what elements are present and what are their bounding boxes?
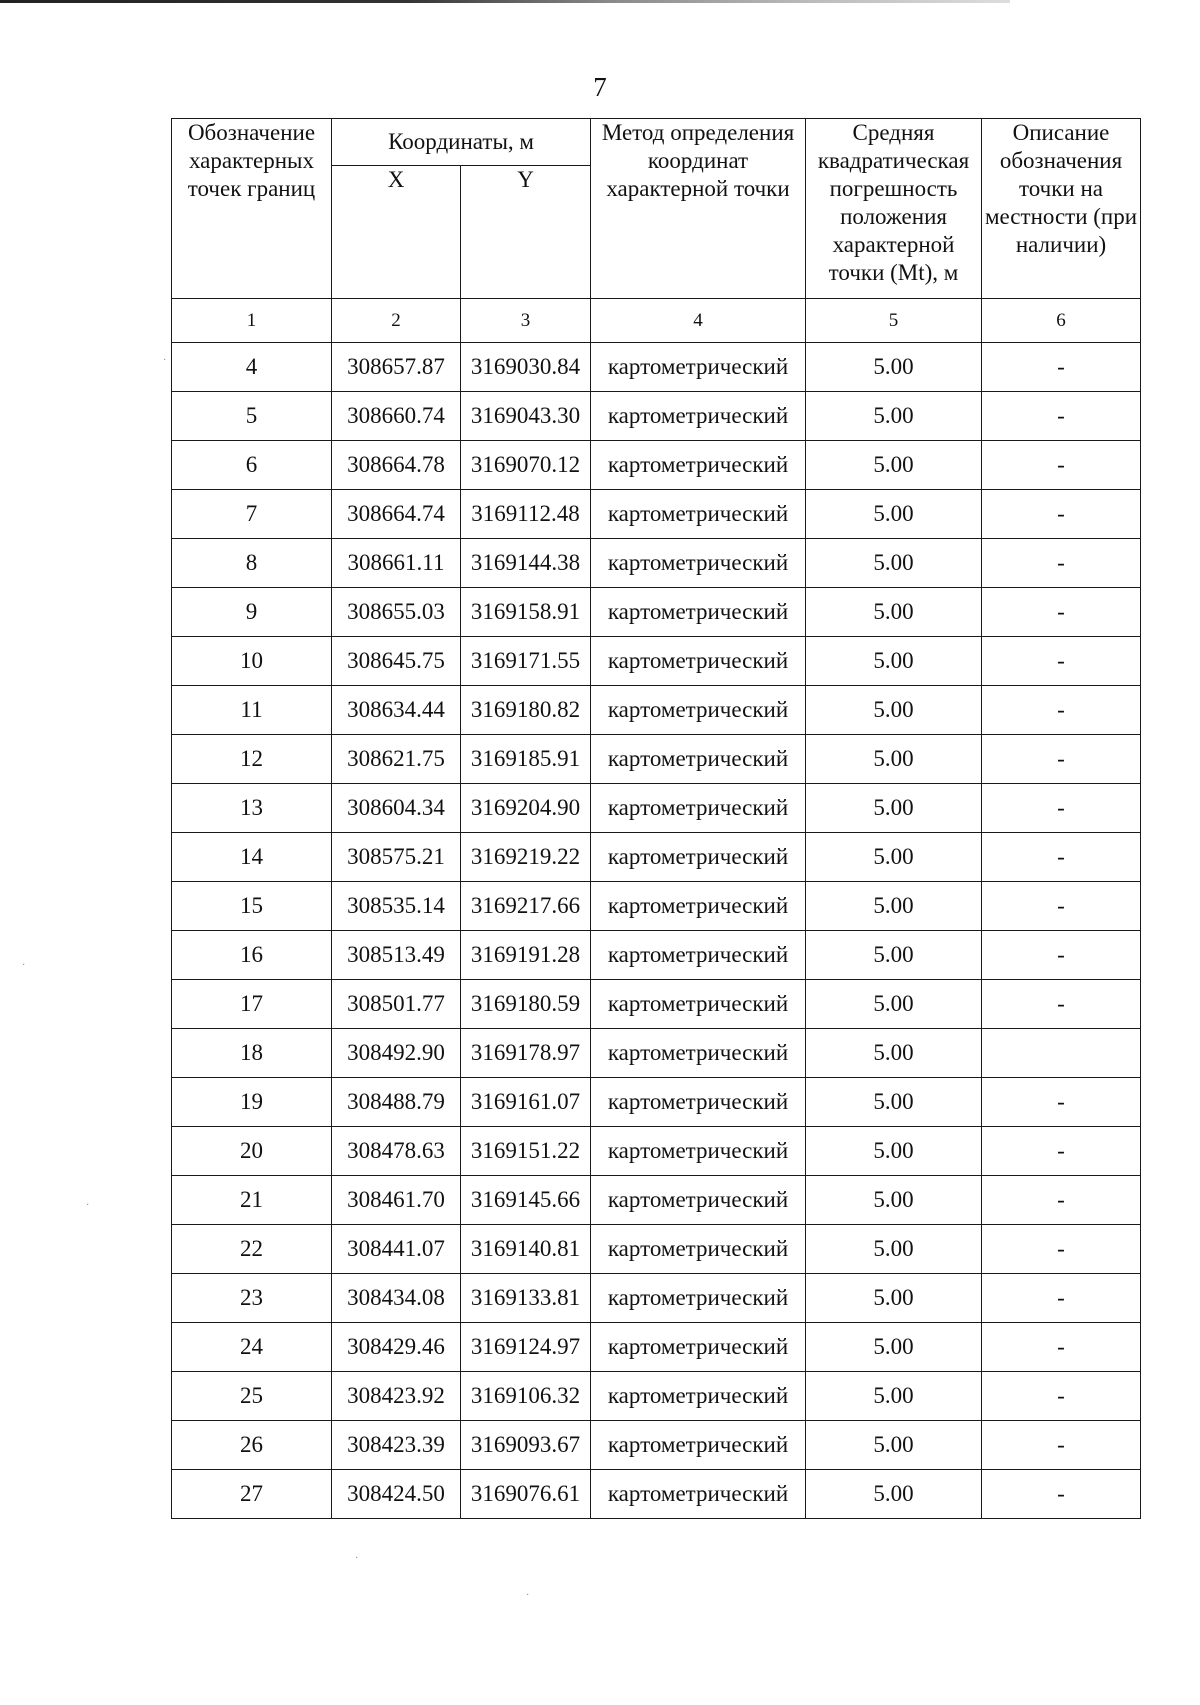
table-row [172,1274,1141,1323]
cell-method: картометрический [591,1372,806,1421]
cell-desc: - [982,1372,1141,1421]
cell-x: 308645.75 [332,637,461,686]
cell-point: 8 [172,539,332,588]
table-row [172,686,1141,735]
cell-desc: - [982,1127,1141,1176]
cell-method: картометрический [591,539,806,588]
cell-x: 308621.75 [332,735,461,784]
cell-point: 11 [172,686,332,735]
header-x: X [332,166,461,299]
cell-desc: - [982,882,1141,931]
cell-method: картометрический [591,637,806,686]
table-row [172,735,1141,784]
cell-method: картометрический [591,784,806,833]
cell-x: 308604.34 [332,784,461,833]
cell-mt: 5.00 [806,1127,982,1176]
cell-mt: 5.00 [806,490,982,539]
cell-method: картометрический [591,1078,806,1127]
table-row [172,588,1141,637]
coordinates-table [171,118,1141,1519]
header-description: Описание обозначения точки на местности (при наличии) [982,119,1141,299]
cell-y: 3169185.91 [461,735,591,784]
cell-mt: 5.00 [806,833,982,882]
header-coordinates: Координаты, м [332,119,591,166]
column-number: 3 [461,299,591,343]
cell-y: 3169191.28 [461,931,591,980]
cell-method: картометрический [591,1029,806,1078]
cell-y: 3169124.97 [461,1323,591,1372]
cell-desc: - [982,637,1141,686]
cell-desc: - [982,980,1141,1029]
cell-method: картометрический [591,833,806,882]
cell-mt: 5.00 [806,1372,982,1421]
cell-point: 27 [172,1470,332,1519]
cell-x: 308664.74 [332,490,461,539]
cell-x: 308501.77 [332,980,461,1029]
cell-x: 308429.46 [332,1323,461,1372]
cell-mt: 5.00 [806,441,982,490]
cell-desc: - [982,784,1141,833]
cell-x: 308441.07 [332,1225,461,1274]
column-number: 2 [332,299,461,343]
cell-mt: 5.00 [806,1470,982,1519]
cell-point: 15 [172,882,332,931]
table-row [172,882,1141,931]
cell-method: картометрический [591,686,806,735]
cell-point: 25 [172,1372,332,1421]
cell-x: 308423.39 [332,1421,461,1470]
cell-mt: 5.00 [806,1029,982,1078]
table-row [172,539,1141,588]
cell-desc: - [982,588,1141,637]
cell-x: 308664.78 [332,441,461,490]
cell-y: 3169204.90 [461,784,591,833]
column-number: 6 [982,299,1141,343]
table-row [172,343,1141,392]
table-row [172,1372,1141,1421]
table-row [172,1225,1141,1274]
cell-x: 308655.03 [332,588,461,637]
cell-x: 308478.63 [332,1127,461,1176]
cell-y: 3169161.07 [461,1078,591,1127]
cell-method: картометрический [591,490,806,539]
cell-mt: 5.00 [806,882,982,931]
cell-y: 3169070.12 [461,441,591,490]
table-body [172,343,1141,1519]
scan-speck: · [355,1553,359,1564]
cell-desc: - [982,1421,1141,1470]
cell-point: 12 [172,735,332,784]
table-row [172,784,1141,833]
cell-y: 3169076.61 [461,1470,591,1519]
cell-method: картометрический [591,343,806,392]
table-row [172,441,1141,490]
scan-speck: · [163,355,167,366]
cell-method: картометрический [591,931,806,980]
cell-mt: 5.00 [806,1078,982,1127]
cell-desc: - [982,931,1141,980]
cell-y: 3169093.67 [461,1421,591,1470]
table-row [172,1323,1141,1372]
cell-desc: - [982,490,1141,539]
cell-mt: 5.00 [806,392,982,441]
cell-mt: 5.00 [806,637,982,686]
page-number: 7 [593,72,607,102]
cell-y: 3169180.82 [461,686,591,735]
table-row [172,392,1141,441]
cell-x: 308434.08 [332,1274,461,1323]
cell-desc: - [982,735,1141,784]
cell-mt: 5.00 [806,735,982,784]
cell-y: 3169030.84 [461,343,591,392]
cell-desc: - [982,1470,1141,1519]
cell-mt: 5.00 [806,539,982,588]
table-row [172,1029,1141,1078]
scan-speck: · [86,1200,90,1211]
table-row [172,1176,1141,1225]
cell-mt: 5.00 [806,1176,982,1225]
cell-point: 20 [172,1127,332,1176]
cell-desc: - [982,686,1141,735]
cell-method: картометрический [591,588,806,637]
table-row [172,931,1141,980]
cell-mt: 5.00 [806,1421,982,1470]
cell-point: 7 [172,490,332,539]
cell-y: 3169144.38 [461,539,591,588]
cell-mt: 5.00 [806,588,982,637]
cell-point: 9 [172,588,332,637]
cell-y: 3169171.55 [461,637,591,686]
table-row [172,980,1141,1029]
cell-desc: - [982,343,1141,392]
cell-y: 3169133.81 [461,1274,591,1323]
cell-x: 308424.50 [332,1470,461,1519]
header-method: Метод определения координат характерной точки [591,119,806,299]
column-number: 4 [591,299,806,343]
cell-mt: 5.00 [806,1274,982,1323]
column-number: 1 [172,299,332,343]
cell-method: картометрический [591,1323,806,1372]
cell-desc [982,1029,1141,1078]
cell-desc: - [982,1225,1141,1274]
cell-point: 10 [172,637,332,686]
column-numbers-row [172,299,1141,343]
table-row [172,1127,1141,1176]
cell-x: 308660.74 [332,392,461,441]
cell-mt: 5.00 [806,980,982,1029]
cell-y: 3169043.30 [461,392,591,441]
cell-x: 308488.79 [332,1078,461,1127]
column-number: 5 [806,299,982,343]
cell-x: 308535.14 [332,882,461,931]
table-row [172,1421,1141,1470]
table-row [172,637,1141,686]
cell-mt: 5.00 [806,1323,982,1372]
cell-mt: 5.00 [806,686,982,735]
cell-desc: - [982,539,1141,588]
cell-method: картометрический [591,1470,806,1519]
cell-mt: 5.00 [806,1225,982,1274]
cell-y: 3169145.66 [461,1176,591,1225]
cell-point: 19 [172,1078,332,1127]
cell-point: 16 [172,931,332,980]
table-row [172,490,1141,539]
table-row [172,1470,1141,1519]
header-point-designation: Обозначение характерных точек границ [172,119,332,299]
cell-point: 18 [172,1029,332,1078]
cell-x: 308661.11 [332,539,461,588]
scan-edge-line [0,0,1010,3]
cell-point: 17 [172,980,332,1029]
cell-point: 24 [172,1323,332,1372]
cell-y: 3169106.32 [461,1372,591,1421]
cell-point: 23 [172,1274,332,1323]
cell-x: 308461.70 [332,1176,461,1225]
cell-method: картометрический [591,392,806,441]
cell-desc: - [982,1078,1141,1127]
cell-y: 3169158.91 [461,588,591,637]
cell-desc: - [982,1274,1141,1323]
cell-desc: - [982,1323,1141,1372]
cell-mt: 5.00 [806,784,982,833]
cell-point: 5 [172,392,332,441]
cell-y: 3169217.66 [461,882,591,931]
cell-y: 3169112.48 [461,490,591,539]
cell-y: 3169219.22 [461,833,591,882]
cell-point: 13 [172,784,332,833]
cell-method: картометрический [591,882,806,931]
cell-x: 308657.87 [332,343,461,392]
cell-point: 14 [172,833,332,882]
cell-x: 308492.90 [332,1029,461,1078]
cell-desc: - [982,441,1141,490]
cell-y: 3169151.22 [461,1127,591,1176]
cell-mt: 5.00 [806,931,982,980]
cell-point: 6 [172,441,332,490]
table-row [172,1078,1141,1127]
header-error: Средняя квадратическая погрешность положения характерной точки (Mt), м [806,119,982,299]
cell-method: картометрический [591,441,806,490]
cell-desc: - [982,833,1141,882]
cell-mt: 5.00 [806,343,982,392]
cell-point: 26 [172,1421,332,1470]
cell-y: 3169180.59 [461,980,591,1029]
cell-method: картометрический [591,1421,806,1470]
cell-x: 308634.44 [332,686,461,735]
cell-x: 308423.92 [332,1372,461,1421]
cell-y: 3169178.97 [461,1029,591,1078]
cell-y: 3169140.81 [461,1225,591,1274]
cell-point: 4 [172,343,332,392]
scan-speck: · [526,1590,530,1601]
cell-desc: - [982,392,1141,441]
cell-method: картометрический [591,1225,806,1274]
cell-method: картометрический [591,1274,806,1323]
cell-x: 308513.49 [332,931,461,980]
cell-method: картометрический [591,1176,806,1225]
scan-speck: · [22,960,26,971]
header-y: Y [461,166,591,299]
cell-method: картометрический [591,735,806,784]
cell-method: картометрический [591,1127,806,1176]
cell-method: картометрический [591,980,806,1029]
cell-desc: - [982,1176,1141,1225]
table-row [172,833,1141,882]
cell-point: 21 [172,1176,332,1225]
cell-x: 308575.21 [332,833,461,882]
cell-point: 22 [172,1225,332,1274]
